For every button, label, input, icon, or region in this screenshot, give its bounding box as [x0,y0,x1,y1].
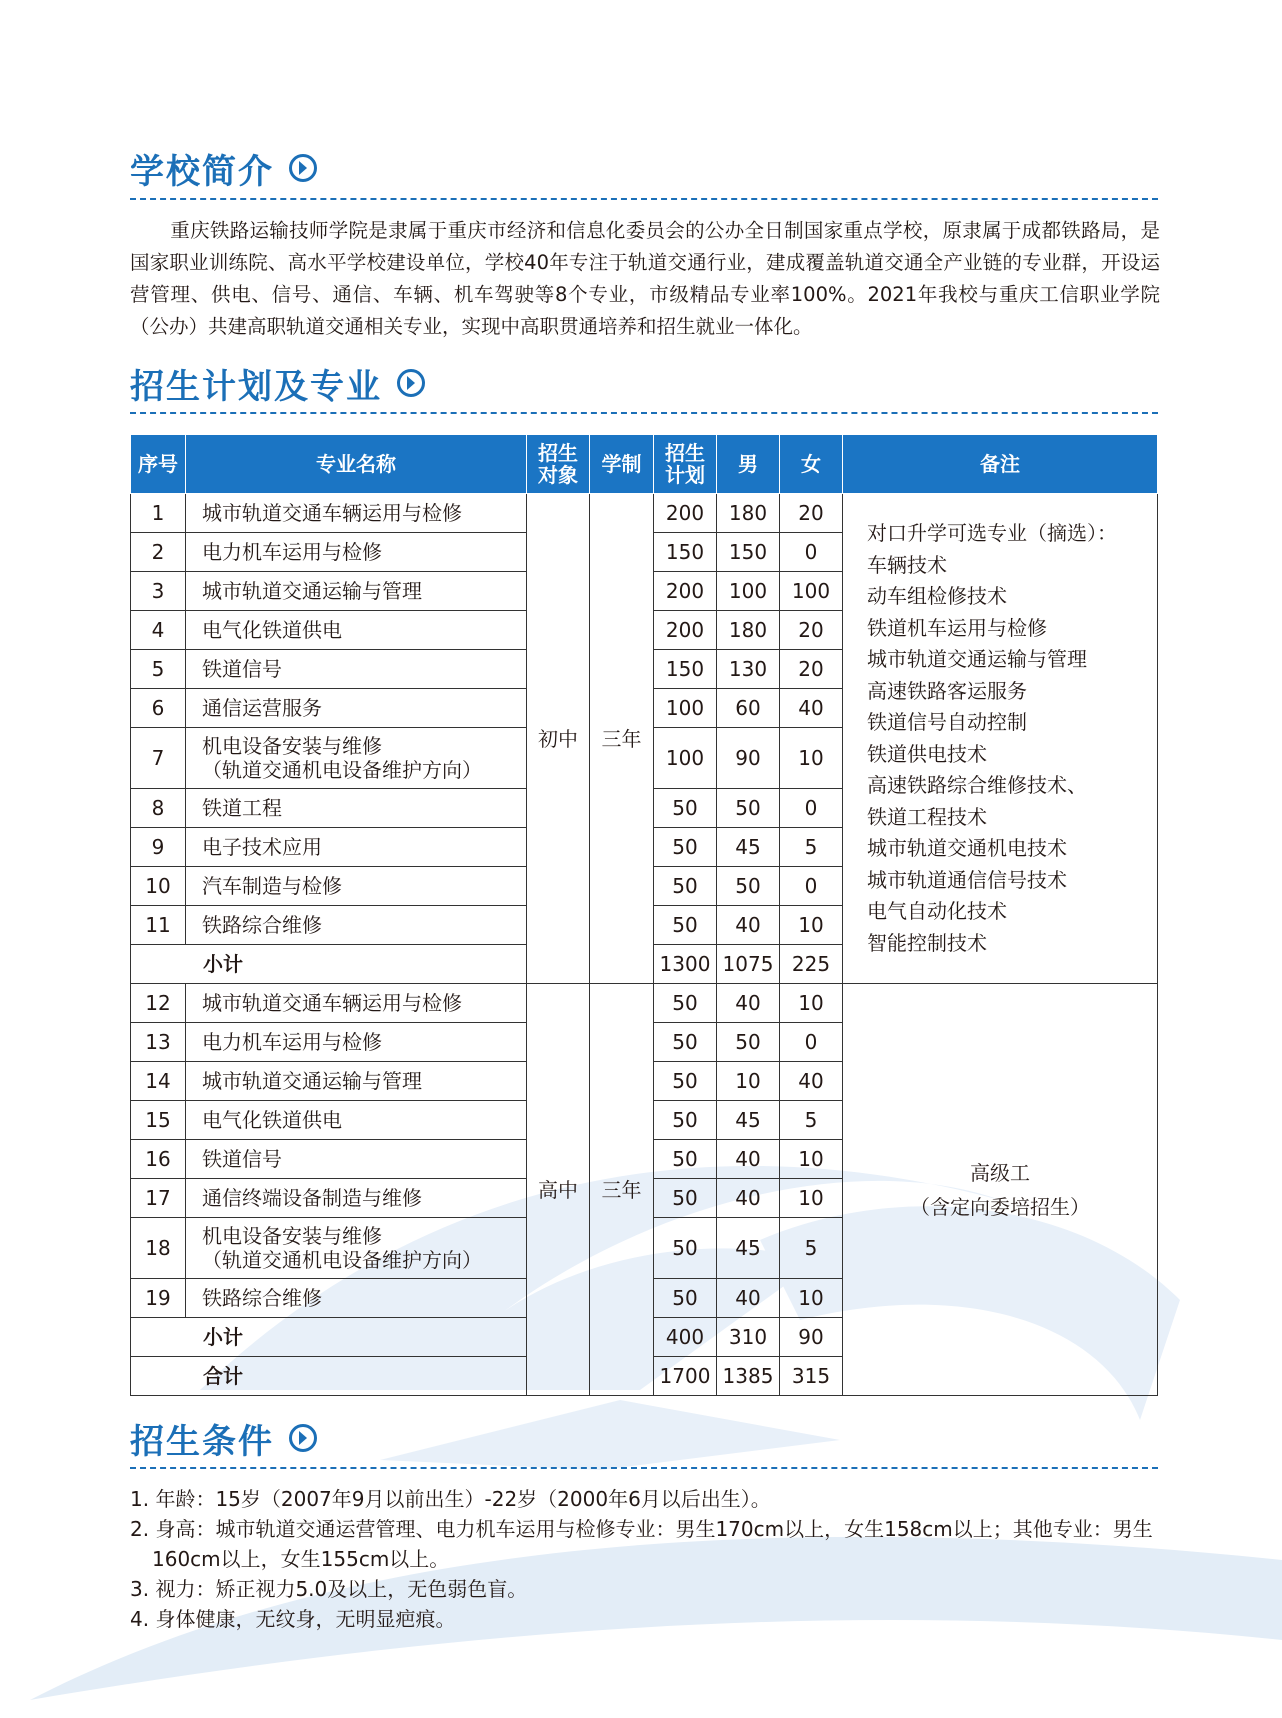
male-cell: 50 [717,1023,780,1062]
major-name: 电力机车运用与检修 [186,533,527,572]
female-cell: 40 [780,1062,843,1101]
female-cell: 10 [780,728,843,789]
header-duration: 学制 [590,435,654,494]
subtotal-label: 小计 [131,1318,527,1357]
major-name: 通信运营服务 [186,689,527,728]
target-cell: 高中 [527,984,590,1396]
female-cell: 5 [780,1218,843,1279]
row-no: 3 [131,572,186,611]
plan-cell: 50 [654,1062,717,1101]
plan-cell: 50 [654,867,717,906]
female-cell: 10 [780,1140,843,1179]
major-name: 电力机车运用与检修 [186,1023,527,1062]
plan-cell: 1300 [654,945,717,984]
divider [130,1467,1158,1469]
major-name: 铁路综合维修 [186,906,527,945]
male-cell: 150 [717,533,780,572]
header-male: 男 [717,435,780,494]
row-no: 17 [131,1179,186,1218]
row-no: 4 [131,611,186,650]
plan-cell: 50 [654,828,717,867]
female-cell: 0 [780,533,843,572]
male-cell: 40 [717,984,780,1023]
section-title-plan [130,358,426,408]
table-row [131,494,1158,533]
major-name: 城市轨道交通车辆运用与检修 [186,984,527,1023]
plan-cell: 200 [654,611,717,650]
duration-cell: 三年 [590,984,654,1396]
female-cell: 225 [780,945,843,984]
major-name: 通信终端设备制造与维修 [186,1179,527,1218]
conditions-list [130,1484,1170,1634]
header-plan: 招生 计划 [654,435,717,494]
male-cell: 130 [717,650,780,689]
arrow-right-circle-icon [288,1423,318,1453]
female-cell: 0 [780,1023,843,1062]
major-name: 机电设备安装与维修 （轨道交通机电设备维护方向） [186,1218,527,1279]
plan-cell: 50 [654,1279,717,1318]
target-cell: 初中 [527,494,590,984]
intro-title: 学校简介 [130,151,274,192]
female-cell: 5 [780,828,843,867]
plan-cell: 50 [654,1140,717,1179]
table-header-row [131,435,1158,494]
major-name: 电气化铁道供电 [186,611,527,650]
row-no: 18 [131,1218,186,1279]
male-cell: 180 [717,494,780,533]
major-name: 电子技术应用 [186,828,527,867]
plan-cell: 50 [654,1218,717,1279]
row-no: 14 [131,1062,186,1101]
female-cell: 5 [780,1101,843,1140]
male-cell: 1385 [717,1357,780,1396]
condition-item: 3. 视力：矫正视力5.0及以上，无色弱色盲。 [130,1577,528,1601]
enrollment-table [130,434,1158,1396]
row-no: 7 [131,728,186,789]
row-no: 15 [131,1101,186,1140]
header-remark: 备注 [843,435,1158,494]
plan-cell: 400 [654,1318,717,1357]
female-cell: 20 [780,650,843,689]
section-title-intro [130,143,318,193]
arrow-right-circle-icon [288,153,318,183]
conditions-title: 招生条件 [130,1421,274,1462]
female-cell: 0 [780,789,843,828]
male-cell: 40 [717,1279,780,1318]
plan-cell: 50 [654,906,717,945]
plan-cell: 200 [654,494,717,533]
row-no: 5 [131,650,186,689]
female-cell: 10 [780,1279,843,1318]
header-no: 序号 [131,435,186,494]
major-name: 机电设备安装与维修 （轨道交通机电设备维护方向） [186,728,527,789]
female-cell: 10 [780,984,843,1023]
remark-cell: 对口升学可选专业（摘选）： 车辆技术 动车组检修技术 铁道机车运用与检修 城市轨道交通运输与管理 高速铁路客运服务 铁道信号自动控制 铁道供电技术 高速铁路综合维修技术、 铁道工程技术 城市轨道交通机电技术 城市轨道通信信号技术 电气自动化技术 智能控制技术 [843,494,1158,984]
female-cell: 10 [780,906,843,945]
male-cell: 40 [717,1179,780,1218]
male-cell: 40 [717,1140,780,1179]
row-no: 19 [131,1279,186,1318]
male-cell: 45 [717,1218,780,1279]
male-cell: 310 [717,1318,780,1357]
major-name: 铁道信号 [186,650,527,689]
plan-cell: 50 [654,789,717,828]
male-cell: 50 [717,789,780,828]
condition-item: 2. 身高：城市轨道交通运营管理、电力机车运用与检修专业：男生170cm以上，女生158cm以上；其他专业：男生160cm以上，女生155cm以上。 [130,1517,1153,1571]
female-cell: 90 [780,1318,843,1357]
divider [130,412,1158,414]
female-cell: 315 [780,1357,843,1396]
female-cell: 20 [780,494,843,533]
major-name: 城市轨道交通车辆运用与检修 [186,494,527,533]
row-no: 12 [131,984,186,1023]
plan-cell: 150 [654,533,717,572]
major-name: 铁路综合维修 [186,1279,527,1318]
table-row [131,984,1158,1023]
plan-cell: 50 [654,1101,717,1140]
row-no: 1 [131,494,186,533]
row-no: 2 [131,533,186,572]
intro-text: 重庆铁路运输技师学院是隶属于重庆市经济和信息化委员会的公办全日制国家重点学校，原隶属于成都铁路局，是国家职业训练院、高水平学校建设单位，学校40年专注于轨道交通行业，建成覆盖轨道交通全产业链的专业群，开设运营管理、供电、信号、通信、车辆、机车驾驶等8个专业，市级精品专业率100%。2021年我校与重庆工信职业学院（公办）共建高职轨道交通相关专业，实现中高职贯通培养和招生就业一体化。 [130,219,1160,338]
male-cell: 60 [717,689,780,728]
major-name: 铁道工程 [186,789,527,828]
male-cell: 1075 [717,945,780,984]
male-cell: 100 [717,572,780,611]
major-name: 城市轨道交通运输与管理 [186,1062,527,1101]
female-cell: 10 [780,1179,843,1218]
row-no: 10 [131,867,186,906]
section-title-conditions [130,1413,318,1463]
major-name: 铁道信号 [186,1140,527,1179]
row-no: 8 [131,789,186,828]
male-cell: 40 [717,906,780,945]
condition-item: 1. 年龄：15岁（2007年9月以前出生）-22岁（2000年6月以后出生）。 [130,1487,771,1511]
header-female: 女 [780,435,843,494]
subtotal-label: 小计 [131,945,527,984]
male-cell: 90 [717,728,780,789]
plan-cell: 150 [654,650,717,689]
plan-cell: 1700 [654,1357,717,1396]
header-name: 专业名称 [186,435,527,494]
plan-cell: 50 [654,984,717,1023]
plan-cell: 50 [654,1023,717,1062]
plan-cell: 200 [654,572,717,611]
header-target: 招生 对象 [527,435,590,494]
male-cell: 50 [717,867,780,906]
duration-cell: 三年 [590,494,654,984]
plan-cell: 100 [654,728,717,789]
total-label: 合计 [131,1357,527,1396]
intro-paragraph [130,215,1160,343]
female-cell: 40 [780,689,843,728]
table-body [131,494,1158,1396]
row-no: 9 [131,828,186,867]
male-cell: 45 [717,828,780,867]
remark-cell: 高级工 （含定向委培招生） [843,984,1158,1396]
row-no: 13 [131,1023,186,1062]
row-no: 6 [131,689,186,728]
plan-cell: 100 [654,689,717,728]
male-cell: 45 [717,1101,780,1140]
male-cell: 180 [717,611,780,650]
major-name: 城市轨道交通运输与管理 [186,572,527,611]
female-cell: 20 [780,611,843,650]
row-no: 11 [131,906,186,945]
condition-item: 4. 身体健康，无纹身，无明显疤痕。 [130,1607,456,1631]
female-cell: 100 [780,572,843,611]
divider [130,198,1158,200]
row-no: 16 [131,1140,186,1179]
female-cell: 0 [780,867,843,906]
plan-cell: 50 [654,1179,717,1218]
male-cell: 10 [717,1062,780,1101]
major-name: 电气化铁道供电 [186,1101,527,1140]
plan-title: 招生计划及专业 [130,366,382,407]
major-name: 汽车制造与检修 [186,867,527,906]
arrow-right-circle-icon [396,368,426,398]
